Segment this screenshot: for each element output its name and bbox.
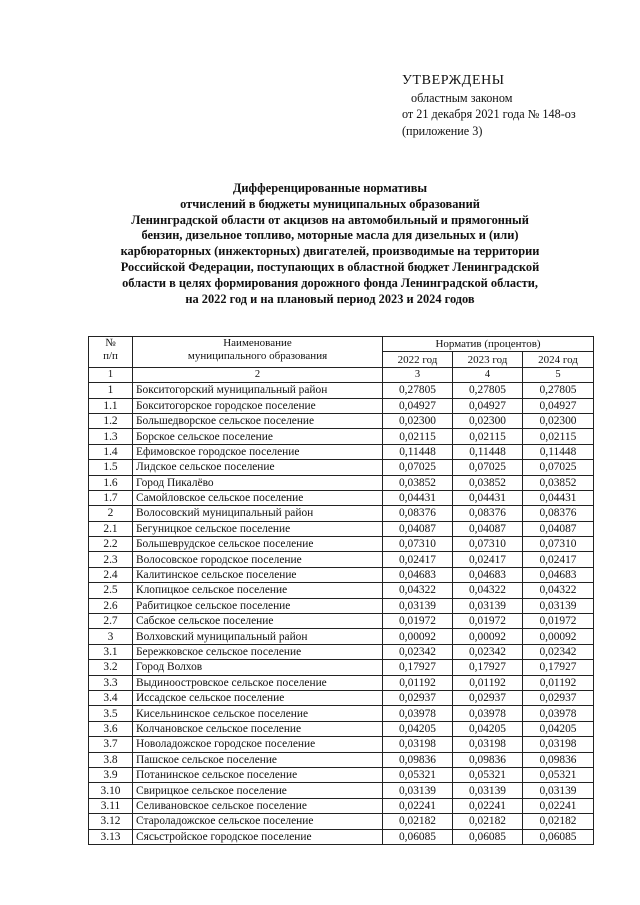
- title-line: Ленинградской области от акцизов на автомобильный и прямогонный: [131, 212, 529, 227]
- norm-2024: 0,07025: [523, 460, 594, 475]
- norm-2022: 0,04927: [383, 398, 453, 413]
- norm-2023: 0,04431: [453, 490, 523, 505]
- row-number: 3.9: [89, 767, 133, 782]
- municipality-name: Большедворское сельское поселение: [133, 413, 383, 428]
- norm-2023: 0,04927: [453, 398, 523, 413]
- norm-2022: 0,11448: [383, 444, 453, 459]
- norm-2022: 0,04431: [383, 490, 453, 505]
- title-line: Российской Федерации, поступающих в областной бюджет Ленинградской: [120, 259, 540, 274]
- norm-2024: 0,05321: [523, 767, 594, 782]
- norm-2023: 0,11448: [453, 444, 523, 459]
- norm-2023: 0,27805: [453, 383, 523, 398]
- row-number: 3.12: [89, 814, 133, 829]
- table-row: [89, 444, 594, 459]
- table-row: [89, 644, 594, 659]
- norm-2024: 0,03139: [523, 598, 594, 613]
- table-row: [89, 798, 594, 813]
- norm-2024: 0,04927: [523, 398, 594, 413]
- norm-2022: 0,04087: [383, 521, 453, 536]
- column-number: 3: [383, 367, 453, 382]
- norm-2023: 0,03198: [453, 737, 523, 752]
- norm-2022: 0,02300: [383, 413, 453, 428]
- norm-2024: 0,00092: [523, 629, 594, 644]
- norm-2023: 0,01192: [453, 675, 523, 690]
- municipality-name: Большеврудское сельское поселение: [133, 537, 383, 552]
- norm-2022: 0,02417: [383, 552, 453, 567]
- norm-2023: 0,09836: [453, 752, 523, 767]
- row-number: 2.4: [89, 567, 133, 582]
- row-number: 3.10: [89, 783, 133, 798]
- norm-2022: 0,02182: [383, 814, 453, 829]
- table-row: [89, 598, 594, 613]
- header-norm-group: Норматив (процентов): [383, 337, 594, 352]
- approval-appendix-line: (приложение 3): [402, 123, 483, 138]
- norm-2024: 0,09836: [523, 752, 594, 767]
- municipality-name: Бокситогорский муниципальный район: [133, 383, 383, 398]
- norm-2024: 0,03198: [523, 737, 594, 752]
- norm-2024: 0,04322: [523, 583, 594, 598]
- municipality-name: Сабское сельское поселение: [133, 614, 383, 629]
- row-number: 3: [89, 629, 133, 644]
- norm-2022: 0,06085: [383, 829, 453, 844]
- row-number: 3.5: [89, 706, 133, 721]
- municipality-name: Селивановское сельское поселение: [133, 798, 383, 813]
- row-number: 3.11: [89, 798, 133, 813]
- norm-2022: 0,02342: [383, 644, 453, 659]
- norm-2024: 0,01192: [523, 675, 594, 690]
- municipality-name: Колчановское сельское поселение: [133, 721, 383, 736]
- norm-2023: 0,07025: [453, 460, 523, 475]
- municipality-name: Староладожское сельское поселение: [133, 814, 383, 829]
- row-number: 3.2: [89, 660, 133, 675]
- norm-2022: 0,07310: [383, 537, 453, 552]
- header-name-bottom: муниципального образования: [187, 349, 328, 362]
- norm-2023: 0,04322: [453, 583, 523, 598]
- table-row: [89, 814, 594, 829]
- municipality-name: Волосовское городское поселение: [133, 552, 383, 567]
- norm-2022: 0,17927: [383, 660, 453, 675]
- row-number: 2.7: [89, 614, 133, 629]
- table-row: [89, 706, 594, 721]
- row-number: 3.1: [89, 644, 133, 659]
- norm-2024: 0,02937: [523, 690, 594, 705]
- table-row: [89, 398, 594, 413]
- municipality-name: Новоладожское городское поселение: [133, 737, 383, 752]
- title-line: бензин, дизельное топливо, моторные масла для дизельных и (или): [141, 228, 519, 243]
- norm-2022: 0,01192: [383, 675, 453, 690]
- document-title: [90, 181, 570, 307]
- municipality-name: Бокситогорское городское поселение: [133, 398, 383, 413]
- header-year-2024: 2024 год: [523, 352, 594, 367]
- norm-2024: 0,11448: [523, 444, 594, 459]
- table-row: [89, 829, 594, 844]
- header-year-2023: 2023 год: [453, 352, 523, 367]
- norm-2022: 0,05321: [383, 767, 453, 782]
- norm-2023: 0,03139: [453, 598, 523, 613]
- column-number: 2: [133, 367, 383, 382]
- municipality-name: Бегуницкое сельское поселение: [133, 521, 383, 536]
- municipality-name: Сясьстройское городское поселение: [133, 829, 383, 844]
- table-row: [89, 675, 594, 690]
- approval-block: [402, 73, 576, 139]
- header-name: [133, 337, 383, 368]
- table-row: [89, 537, 594, 552]
- header-name-top: Наименование: [223, 337, 292, 349]
- approval-title: УТВЕРЖДЕНЫ: [402, 73, 505, 88]
- norm-2022: 0,01972: [383, 614, 453, 629]
- municipality-name: Кисельнинское сельское поселение: [133, 706, 383, 721]
- norm-2024: 0,08376: [523, 506, 594, 521]
- norm-2023: 0,03978: [453, 706, 523, 721]
- table-row: [89, 767, 594, 782]
- row-number: 1.5: [89, 460, 133, 475]
- norm-2024: 0,17927: [523, 660, 594, 675]
- table-row: [89, 721, 594, 736]
- row-number: 1.7: [89, 490, 133, 505]
- title-line: на 2022 год и на плановый период 2023 и 2024 годов: [185, 291, 475, 306]
- row-number: 2: [89, 506, 133, 521]
- norm-2022: 0,03852: [383, 475, 453, 490]
- table-row: [89, 752, 594, 767]
- norm-2023: 0,08376: [453, 506, 523, 521]
- header-num: [89, 337, 133, 368]
- municipality-name: Клопицкое сельское поселение: [133, 583, 383, 598]
- municipality-name: Калитинское сельское поселение: [133, 567, 383, 582]
- norm-2024: 0,01972: [523, 614, 594, 629]
- norm-2023: 0,06085: [453, 829, 523, 844]
- norm-2023: 0,02417: [453, 552, 523, 567]
- norm-2022: 0,04683: [383, 567, 453, 582]
- table-row: [89, 383, 594, 398]
- row-number: 3.13: [89, 829, 133, 844]
- row-number: 2.5: [89, 583, 133, 598]
- norm-2022: 0,02241: [383, 798, 453, 813]
- municipality-name: Свирицкое сельское поселение: [133, 783, 383, 798]
- norm-2024: 0,02182: [523, 814, 594, 829]
- title-line: области в целях формирования дорожного фонда Ленинградской области,: [122, 275, 538, 290]
- row-number: 3.4: [89, 690, 133, 705]
- norm-2022: 0,04205: [383, 721, 453, 736]
- title-line: Дифференцированные нормативы: [232, 181, 428, 195]
- municipality-name: Иссадское сельское поселение: [133, 690, 383, 705]
- norm-2023: 0,04683: [453, 567, 523, 582]
- table-row: [89, 475, 594, 490]
- row-number: 2.3: [89, 552, 133, 567]
- municipality-name: Волховский муниципальный район: [133, 629, 383, 644]
- norm-2022: 0,04322: [383, 583, 453, 598]
- norm-2024: 0,03139: [523, 783, 594, 798]
- row-number: 1.3: [89, 429, 133, 444]
- norm-2024: 0,02115: [523, 429, 594, 444]
- norm-2024: 0,03978: [523, 706, 594, 721]
- norm-2022: 0,03139: [383, 783, 453, 798]
- norm-2024: 0,02241: [523, 798, 594, 813]
- municipality-name: Лидское сельское поселение: [133, 460, 383, 475]
- norm-2023: 0,02300: [453, 413, 523, 428]
- header-num-bottom: п/п: [103, 349, 118, 362]
- table-row: [89, 567, 594, 582]
- row-number: 2.2: [89, 537, 133, 552]
- norm-2024: 0,04683: [523, 567, 594, 582]
- norm-2024: 0,03852: [523, 475, 594, 490]
- table-row: [89, 660, 594, 675]
- norm-2023: 0,05321: [453, 767, 523, 782]
- title-line: отчислений в бюджеты муниципальных образований: [180, 196, 480, 211]
- municipality-name: Пашское сельское поселение: [133, 752, 383, 767]
- municipality-name: Бережковское сельское поселение: [133, 644, 383, 659]
- column-number-row: [89, 367, 594, 382]
- row-number: 1.2: [89, 413, 133, 428]
- row-number: 1.1: [89, 398, 133, 413]
- norm-2023: 0,02937: [453, 690, 523, 705]
- norms-table: [88, 336, 594, 845]
- norm-2024: 0,07310: [523, 537, 594, 552]
- norm-2023: 0,02241: [453, 798, 523, 813]
- municipality-name: Самойловское сельское поселение: [133, 490, 383, 505]
- table-row: [89, 552, 594, 567]
- column-number: 4: [453, 367, 523, 382]
- norm-2024: 0,06085: [523, 829, 594, 844]
- norm-2022: 0,03978: [383, 706, 453, 721]
- column-number: 1: [89, 367, 133, 382]
- header-year-2022: 2022 год: [383, 352, 453, 367]
- row-number: 1.6: [89, 475, 133, 490]
- norm-2024: 0,02300: [523, 413, 594, 428]
- approval-date-line: от 21 декабря 2021 года № 148-оз: [402, 107, 576, 121]
- norm-2022: 0,09836: [383, 752, 453, 767]
- row-number: 3.3: [89, 675, 133, 690]
- norm-2024: 0,04205: [523, 721, 594, 736]
- norm-2022: 0,02115: [383, 429, 453, 444]
- table-row: [89, 737, 594, 752]
- table-row: [89, 629, 594, 644]
- column-number: 5: [523, 367, 594, 382]
- norm-2023: 0,17927: [453, 660, 523, 675]
- table-row: [89, 583, 594, 598]
- municipality-name: Город Волхов: [133, 660, 383, 675]
- title-line: карбюраторных (инжекторных) двигателей, производимые на территории: [120, 244, 540, 259]
- norm-2022: 0,08376: [383, 506, 453, 521]
- norm-2023: 0,02115: [453, 429, 523, 444]
- municipality-name: Потанинское сельское поселение: [133, 767, 383, 782]
- norm-2022: 0,27805: [383, 383, 453, 398]
- table-body: [89, 383, 594, 845]
- row-number: 1: [89, 383, 133, 398]
- norm-2023: 0,07310: [453, 537, 523, 552]
- norm-2024: 0,02342: [523, 644, 594, 659]
- norm-2023: 0,02182: [453, 814, 523, 829]
- municipality-name: Город Пикалёво: [133, 475, 383, 490]
- row-number: 2.6: [89, 598, 133, 613]
- norm-2022: 0,03198: [383, 737, 453, 752]
- norm-2024: 0,02417: [523, 552, 594, 567]
- norm-2023: 0,01972: [453, 614, 523, 629]
- header-num-top: №: [105, 337, 116, 349]
- row-number: 3.6: [89, 721, 133, 736]
- approval-law-line: областным законом: [411, 90, 513, 105]
- norm-2023: 0,04205: [453, 721, 523, 736]
- municipality-name: Ефимовское городское поселение: [133, 444, 383, 459]
- municipality-name: Рабитицкое сельское поселение: [133, 598, 383, 613]
- row-number: 3.7: [89, 737, 133, 752]
- norm-2024: 0,27805: [523, 383, 594, 398]
- table-row: [89, 690, 594, 705]
- norm-2022: 0,00092: [383, 629, 453, 644]
- norm-2024: 0,04087: [523, 521, 594, 536]
- norm-2023: 0,02342: [453, 644, 523, 659]
- header-row: [89, 337, 594, 352]
- norm-2022: 0,02937: [383, 690, 453, 705]
- row-number: 2.1: [89, 521, 133, 536]
- norm-2023: 0,00092: [453, 629, 523, 644]
- norm-2023: 0,03852: [453, 475, 523, 490]
- table-row: [89, 490, 594, 505]
- table-row: [89, 460, 594, 475]
- municipality-name: Волосовский муниципальный район: [133, 506, 383, 521]
- municipality-name: Выдиноостровское сельское поселение: [133, 675, 383, 690]
- norm-2023: 0,03139: [453, 783, 523, 798]
- table-row: [89, 783, 594, 798]
- table-row: [89, 506, 594, 521]
- row-number: 1.4: [89, 444, 133, 459]
- row-number: 3.8: [89, 752, 133, 767]
- table-row: [89, 521, 594, 536]
- norm-2022: 0,03139: [383, 598, 453, 613]
- norm-2023: 0,04087: [453, 521, 523, 536]
- table-row: [89, 429, 594, 444]
- table-row: [89, 413, 594, 428]
- norm-2024: 0,04431: [523, 490, 594, 505]
- municipality-name: Борское сельское поселение: [133, 429, 383, 444]
- norm-2022: 0,07025: [383, 460, 453, 475]
- table-row: [89, 614, 594, 629]
